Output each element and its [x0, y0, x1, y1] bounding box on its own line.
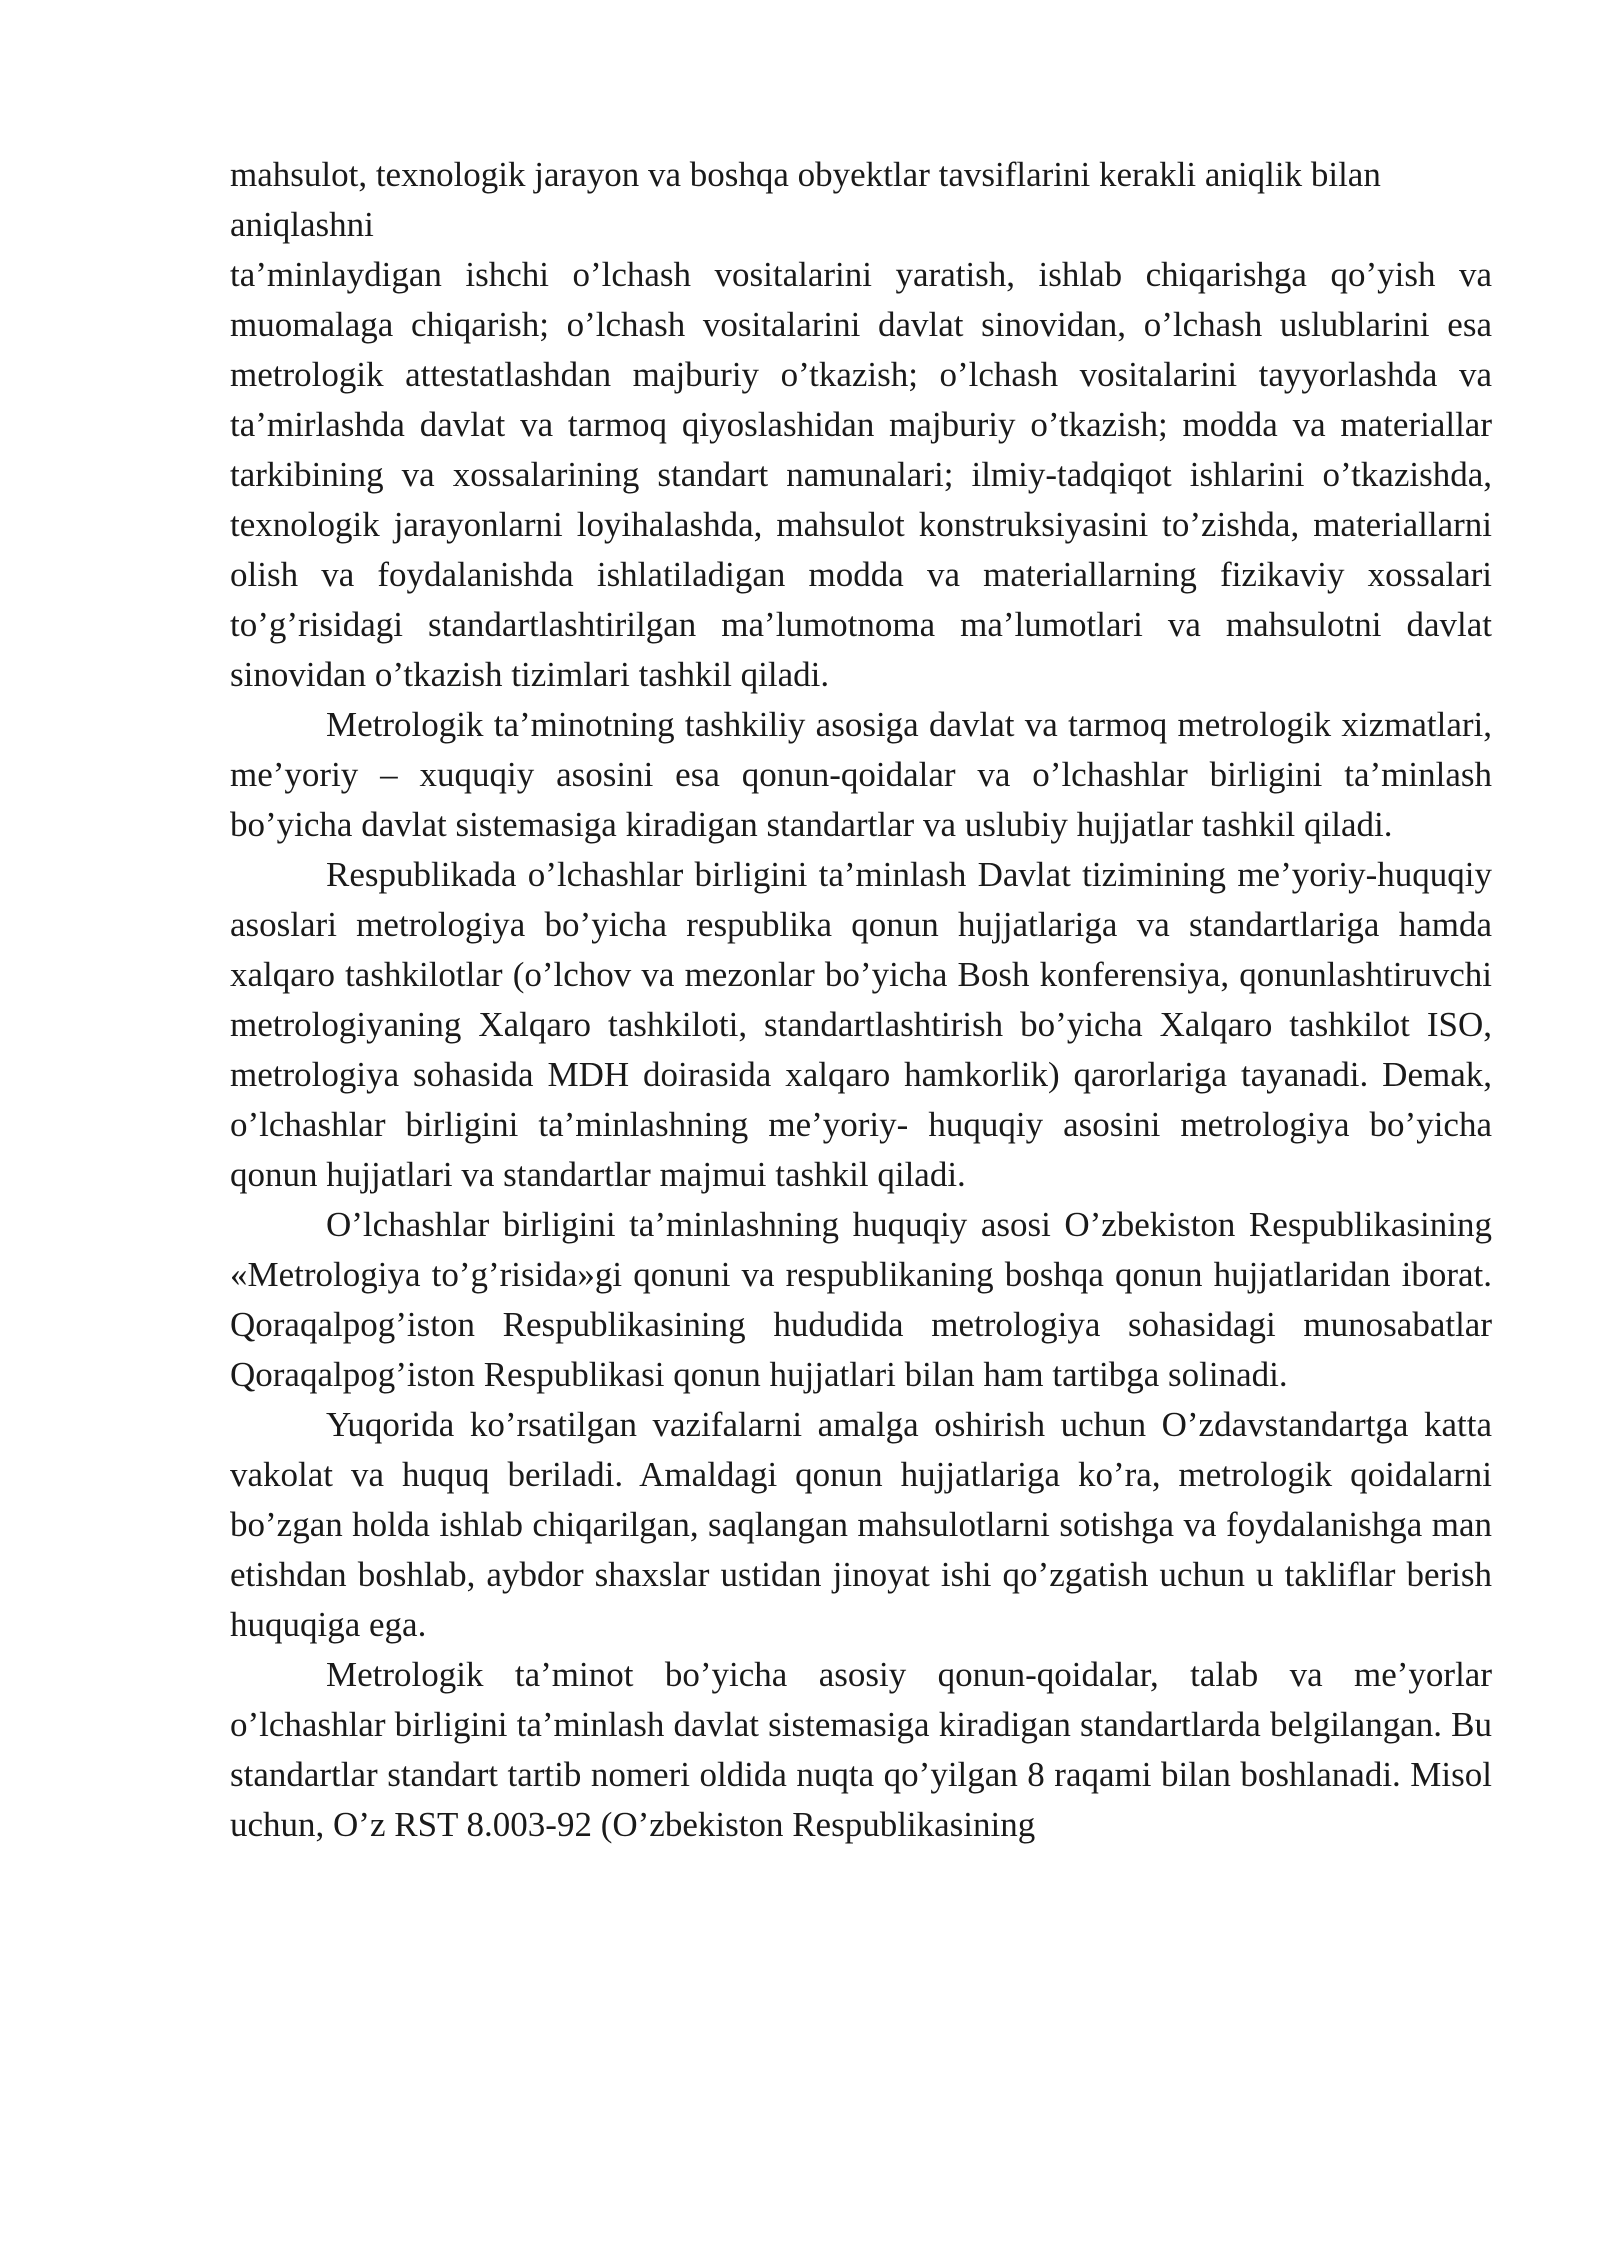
lead-paragraph — [230, 150, 1492, 700]
document-page — [230, 150, 1492, 1850]
paragraph-authority: Yuqorida ko’rsatilgan vazifalarni amalga oshirish uchun O’zdavstandartga katta vakolat va huquq beriladi. Amaldagi qonun hujjatlariga ko’ra, metrologik qoidalarni bo’zgan holda ishlab chiqarilgan, saqlangan mahsulotlarni sotishga va foydalanishga man etishdan boshlab, aybdor shaxslar ustidan jinoyat ishi qo’zgatish uchun u takliflar berish huquqiga ega. — [230, 1405, 1492, 1644]
lead-rest: ta’minlaydigan ishchi o’lchash vositalarini yaratish, ishlab chiqarishga qo’yish va muomalaga chiqarish; o’lchash vositalarini davlat sinovidan, o’lchash uslublarini esa metrologik attestatlashdan majburiy o’tkazish; o’lchash vositalarini tayyorlashda va ta’mirlashda davlat va tarmoq qiyoslashidan majburiy o’tkazish; modda va materiallar tarkibining va xossalarining standart namunalari; ilmiy-tadqiqot ishlarini o’tkazishda, texnologik jarayonlarni loyihalashda, mahsulot konstruksiyasini to’zishda, materiallarni olish va foydalanishda ishlatiladigan modda va materiallarning fizikaviy xossalari to’g’risidagi standartlashtirilgan ma’lumotnoma ma’lumotlari va mahsulotni davlat sinovidan o’tkazish tizimlari tashkil qiladi. — [230, 255, 1492, 694]
lead-first-line: mahsulot, texnologik jarayon va boshqa obyektlar tavsiflarini kerakli aniqlik bilan aniqlashni — [230, 155, 1381, 244]
paragraph-standards: Metrologik ta’minot bo’yicha asosiy qonun-qoidalar, talab va me’yorlar o’lchashlar birligini ta’minlash davlat sistemasiga kiradigan standartlarda belgilangan. Bu standartlar standart tartib nomeri oldida nuqta qo’yilgan 8 raqami bilan boshlanadi. Misol uchun, O’z RST 8.003-92 (O’zbekiston Respublikasining — [230, 1655, 1492, 1844]
paragraph-republic-normative-basis: Respublikada o’lchashlar birligini ta’minlash Davlat tizimining me’yoriy-huquqiy asoslari metrologiya bo’yicha respublika qonun hujjatlariga va standartlariga hamda xalqaro tashkilotlar (o’lchov va mezonlar bo’yicha Bosh konferensiya, qonunlashtiruvchi metrologiyaning Xalqaro tashkiloti, standartlashtirish bo’yicha Xalqaro tashkilot ISO, metrologiya sohasida MDH doirasida xalqaro hamkorlik) qarorlariga tayanadi. Demak, o’lchashlar birligini ta’minlashning me’yoriy- huquqiy asosini metrologiya bo’yicha qonun hujjatlari va standartlar majmui tashkil qiladi. — [230, 855, 1492, 1194]
paragraph-organizational-basis: Metrologik ta’minotning tashkiliy asosiga davlat va tarmoq metrologik xizmatlari, me’yoriy – xuquqiy asosini esa qonun-qoidalar va o’lchashlar birligini ta’minlash bo’yicha davlat sistemasiga kiradigan standartlar va uslubiy hujjatlar tashkil qiladi. — [230, 705, 1492, 844]
paragraph-legal-basis: O’lchashlar birligini ta’minlashning huquqiy asosi O’zbekiston Respublikasining «Metrologiya to’g’risida»gi qonuni va respublikaning boshqa qonun hujjatlaridan iborat. Qoraqalpog’iston Respublikasining hududida metrologiya sohasidagi munosabatlar Qoraqalpog’iston Respublikasi qonun hujjatlari bilan ham tartibga solinadi. — [230, 1205, 1492, 1394]
